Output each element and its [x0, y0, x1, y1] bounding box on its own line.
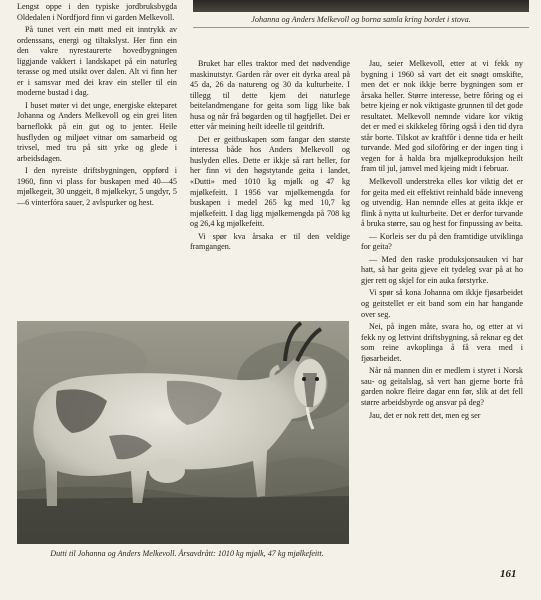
paragraph: Når nå mannen din er medlem i styret i Norsk sau- og geitalslag, så vert han gjerne borte frå garden nokre fleire dagar enn før, slik at det fell større arbeidsbyrde og ansvar på deg? [361, 366, 523, 407]
paragraph: Jau, seier Melkevoll, etter at vi fekk ny bygning i 1960 så vart det eit snøgt omskifte, men det er nok ikkje berre bygningen som er årsaka heller. Større interesse, betre fôring og ei betre kjeing er nok viktigaste grunnen til det gode resultatet. Melkevoll nemnde vidare kor viktig det er med ei skikkeleg fôring også i den tid dyra står borte. Tilskot av kraftfôr i denne tida er heilt turvande. Med god silofôring er der ingen ting i vegen for å halda bra mjølkeproduksjon heilt fram til jul, jamvel med kjeing midt i februar. [361, 59, 524, 174]
paragraph: På tunet vert ein møtt med eit inntrykk av ordenssans, energi og tiltakslyst. Her finn ein den vakre nyrestaurerte hovedbygningen liggjande vakkert i landskapet på ein naturleg terasse og med utsikt over dalen. Alt vi finn her er i samsvar med dei krav ein steller til ein moderne bustad i dag. [17, 25, 177, 98]
goat-photo [17, 321, 349, 544]
paragraph: Vi spør kva årsaka er til den veldige framgangen. [190, 231, 350, 252]
article-column-1 [17, 2, 177, 210]
paragraph: Vi spør så kona Johanna om ikkje fjøsarbeidet og geitstellet er eit band som ein har hangande over seg. [361, 288, 523, 319]
paragraph: I den nyreiste driftsbygningen, oppførd i 1960, finn vi plass for buskapen med 40—45 mjølkegeit, 30 unggeit, 8 mjølkekyr, 5 ungdyr, 5—6 vinterfóra sauer, 2 avlspurker og hest. [17, 166, 177, 207]
paragraph: Lengst oppe i den typiske jordbruksbygda Oldedalen i Nordfjord finn vi garden Melkevoll. [17, 2, 177, 22]
article-column-3 [361, 59, 523, 423]
paragraph: Det er geitbuskapen som fangar den største interessa både hos Anders Melkevoll og huslyden elles. Dette er ikkje så rart heller, for her finn vi den høgstytande geita i landet, «Dutti» med 1010 kg mjølk og 47 kg mjølkefeitt. I 1956 var mjølkemengda for buskapen i medel 265 kg med 10,7 kg mjølkefeitt. I dag ligg mjølkemengda på 708 kg og 26,4 kg mjølkefeitt. [190, 134, 350, 229]
paragraph: Melkevoll understreka elles kor viktig det er for geita med eit effektivt reinhald både inneveng og utvendig. Han nemnde elles at geita ikkje er flink å nytta ut kulturbeite. Det er derfor turvande å bruka større, sau og hest for finpussing av beita. [361, 177, 523, 229]
paragraph: Bruket har elles traktor med det nødvendige maskinutstyr. Garden rår over eit dyrka areal på 45 da, 26 da natureng og 30 da kulturbeite. I tillegg til dette kjem dei naturlege beitelandmengane for geita som ligg like bak husa og når frå bøgarden og til høgfjellet. Dei er etter vår meining heilt ideelle til geitdrift. [190, 59, 350, 132]
top-photo-caption: Johanna og Anders Melkevoll og borna samla kring bordet i stova. [251, 15, 471, 24]
paragraph: Nei, på ingen måte, svara ho, og etter at vi fekk ny og lettvint driftsbygning, så reknar eg det som reine avkoplinga å få vera med i fjøsarbeidet. [361, 322, 523, 363]
article-column-2 [190, 59, 350, 255]
paragraph: — Med den raske produksjonsauken vi har hatt, så har geita gjeve eit tydeleg svar på at ho gjer rett og skjel for ein auka førstyrke. [361, 254, 523, 285]
paragraph: Jau, det er nok rett det, men eg ser [369, 410, 481, 420]
page-number: 161 [500, 568, 517, 580]
photo-caption: Dutti til Johanna og Anders Melkevoll. Årsavdrått: 1010 kg mjølk, 47 kg mjølkefeitt. [50, 549, 324, 558]
caption-divider [193, 27, 529, 28]
paragraph: I buset møter vi det unge, energiske ekteparet Johanna og Anders Melkevoll og ein grei liten barneflokk på ein gut og to jenter. Heile husflyden og miljøet vitnar om samarbeid og trivsel, med tru på sitt yrke og glede i arbeidsdagen. [17, 100, 177, 163]
paragraph: — Korleis ser du på den framtidige utviklinga for geita? [361, 231, 523, 252]
top-photo-strip [193, 0, 529, 12]
